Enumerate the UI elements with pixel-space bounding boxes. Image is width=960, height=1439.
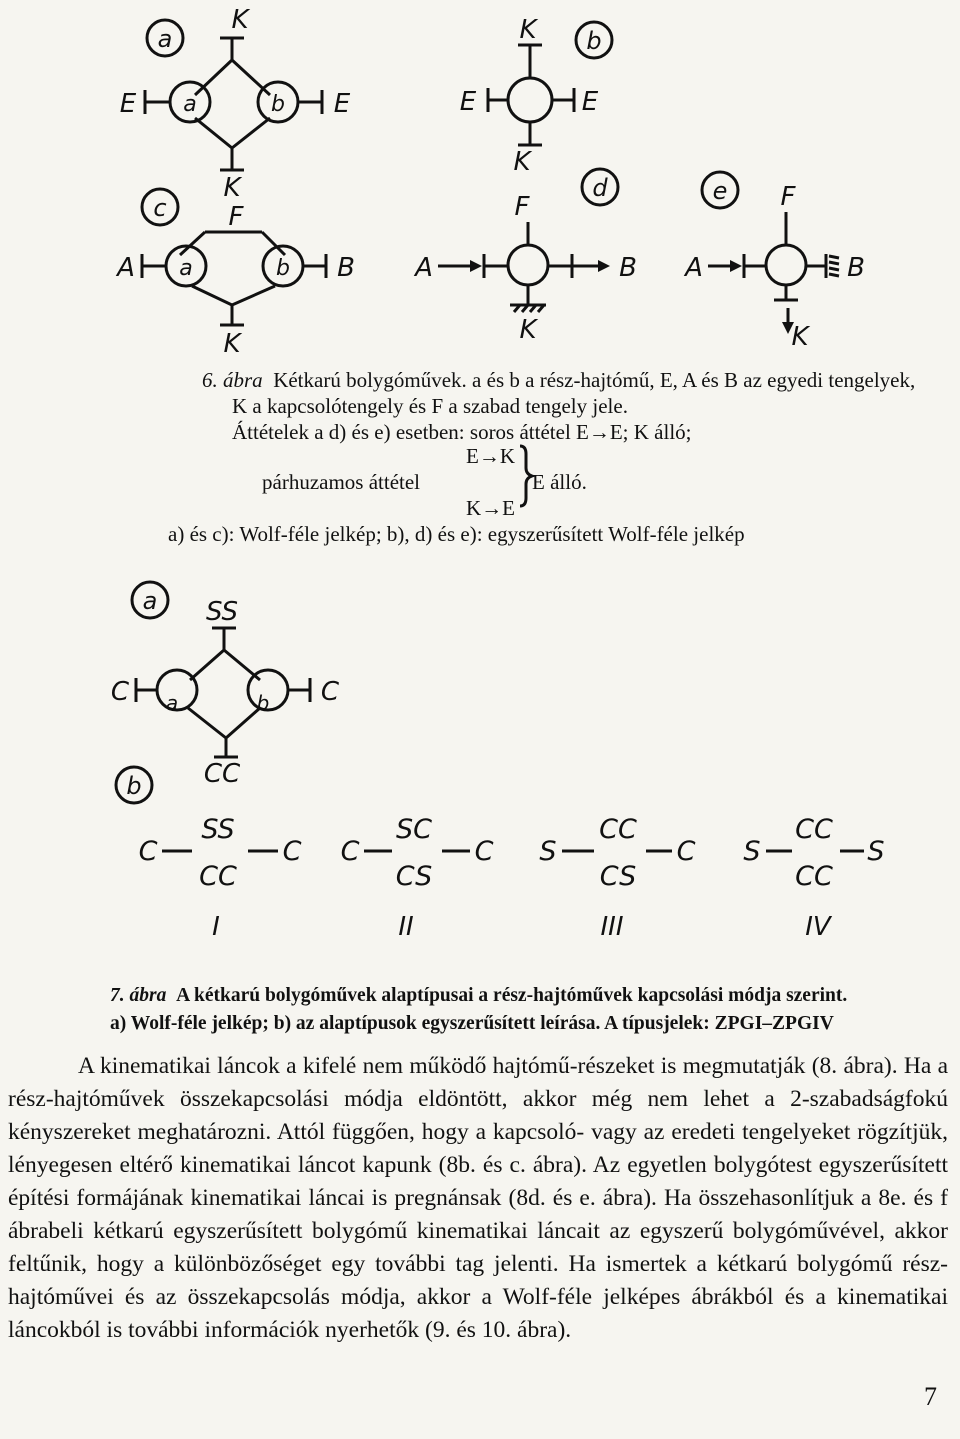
svg-text:K: K — [791, 322, 809, 352]
svg-text:CC: CC — [199, 861, 237, 892]
svg-text:B: B — [847, 253, 865, 283]
svg-text:CC: CC — [795, 861, 833, 892]
svg-text:S: S — [539, 836, 557, 867]
svg-text:S: S — [743, 836, 761, 867]
svg-text:F: F — [780, 182, 796, 212]
svg-text:C: C — [340, 836, 360, 867]
fig6-panel-e — [683, 172, 865, 352]
fig6-caption-e-fixed: E álló. — [532, 470, 587, 494]
svg-text:C: C — [676, 836, 696, 867]
svg-text:K: K — [519, 15, 537, 45]
svg-text:CC: CC — [599, 814, 637, 845]
fig7-caption-line1: 7. ábra A kétkarú bolygóművek alaptípusai a rész-hajtóművek kapcsolási módja szerint. — [110, 985, 848, 1006]
body-paragraph — [8, 1050, 948, 1347]
svg-text:III: III — [600, 912, 624, 942]
fig6-panel-c — [115, 189, 355, 359]
svg-text:B: B — [337, 253, 355, 283]
svg-text:E: E — [459, 87, 477, 117]
fig6-caption-ratio-ek: E→K — [466, 444, 515, 468]
svg-text:F: F — [228, 202, 244, 232]
svg-text:C: C — [474, 836, 494, 867]
fig6-caption-line1: 6. ábra Kétkarú bolygóművek. a és b a rész-hajtómű, E, A és B az egyedi tengelyek, — [202, 368, 916, 392]
fig7-type-II — [341, 814, 494, 942]
svg-text:SS: SS — [201, 814, 235, 845]
fig6-panel-d — [413, 169, 637, 345]
svg-text:II: II — [398, 912, 414, 942]
fig7-type-I — [139, 814, 302, 942]
svg-text:E: E — [333, 89, 351, 119]
svg-text:a: a — [165, 691, 179, 715]
svg-text:d: d — [592, 174, 608, 202]
svg-text:a: a — [179, 256, 193, 281]
svg-text:c: c — [153, 194, 167, 222]
svg-text:a: a — [183, 92, 197, 117]
svg-text:K: K — [513, 147, 531, 177]
svg-text:F: F — [514, 192, 530, 222]
fig6-caption-line5: a) és c): Wolf-féle jelkép; b), d) és e): egyszerűsített Wolf-féle jelkép — [168, 522, 745, 546]
svg-text:I: I — [212, 912, 220, 942]
fig7-panel-a — [111, 582, 340, 803]
svg-text:C: C — [320, 677, 340, 707]
svg-text:CS: CS — [599, 861, 637, 892]
fig6-caption-line3: Áttételek a d) és e) esetben: soros áttétel E→E; K álló; — [232, 420, 692, 444]
fig6-panel-a — [120, 5, 351, 203]
svg-text:CC: CC — [203, 759, 241, 789]
panel-letter: a — [157, 25, 173, 53]
brace — [520, 446, 532, 506]
svg-text:SS: SS — [205, 597, 239, 627]
shaft-label: K — [231, 5, 249, 35]
svg-text:b: b — [586, 27, 602, 55]
fig6-caption-line2: K a kapcsolótengely és F a szabad tengely jele. — [232, 394, 628, 418]
svg-text:A: A — [117, 253, 135, 283]
svg-text:A: A — [685, 253, 703, 283]
body-paragraph-text: A kinematikai láncok a kifelé nem működő hajtómű-részeket is megmutatják (8. ábra). Ha a rész-hajtóművek összekapcsolási módja eldöntött, akkor még nem lehet a 2-szabadságfokú kényszereket meghatározni. Attól függően, hogy a kapcsoló- vagy az eredeti tengelyeket rögzítjük, lényegesen eltérő kinematikai láncot kapunk (8b. és c. ábra). Az egyetlen bolygótest egyszerűsített építési formájának kinematikai láncai is pregnánsak (8d. és e. ábra). Ha összehasonlítjuk a 8e. és f ábrabeli kétkarú egyszerűsített bolygómű kinematikai láncait az egyszerű bolygóművével, akkor feltűnik, hogy a különbözőséget egy további tag jelenti. Ha ismertek a kétkarú bolygómű rész-hajtóművei és az összekapcsolás módja, akkor a Wolf-féle jelképes ábrákból és a kinematikai láncokból is további információk nyerhetők (9. és 10. ábra). — [8, 1053, 948, 1343]
svg-text:b: b — [271, 92, 285, 117]
svg-text:A: A — [415, 253, 433, 283]
fig7-caption-line2: a) Wolf-féle jelkép; b) az alaptípusok egyszerűsített leírása. A típusjelek: ZPGI–ZPGIV — [110, 1013, 834, 1034]
svg-text:a: a — [142, 587, 158, 615]
svg-text:C: C — [138, 836, 158, 867]
fig7-type-III — [539, 814, 695, 942]
svg-text:SC: SC — [396, 814, 432, 845]
fig6-caption-ratio-ke: K→E — [466, 496, 515, 520]
svg-text:CC: CC — [795, 814, 833, 845]
svg-text:e: e — [712, 177, 728, 205]
svg-text:K: K — [519, 315, 537, 345]
svg-text:E: E — [119, 89, 137, 119]
svg-text:K: K — [223, 173, 241, 203]
svg-text:E: E — [581, 87, 599, 117]
svg-text:B: B — [619, 253, 637, 283]
svg-text:CS: CS — [395, 861, 433, 892]
fig6-caption-parallel: párhuzamos áttétel — [262, 470, 421, 494]
svg-text:C: C — [282, 836, 302, 867]
fig6-panel-b — [460, 15, 612, 177]
svg-text:K: K — [223, 329, 241, 359]
svg-text:b: b — [256, 691, 270, 715]
svg-text:b: b — [126, 772, 142, 800]
svg-text:IV: IV — [805, 912, 831, 942]
svg-text:b: b — [276, 256, 290, 281]
page-number: 7 — [924, 1382, 937, 1411]
fig7-type-IV — [743, 814, 884, 942]
svg-text:C: C — [110, 677, 130, 707]
svg-text:S: S — [867, 836, 885, 867]
